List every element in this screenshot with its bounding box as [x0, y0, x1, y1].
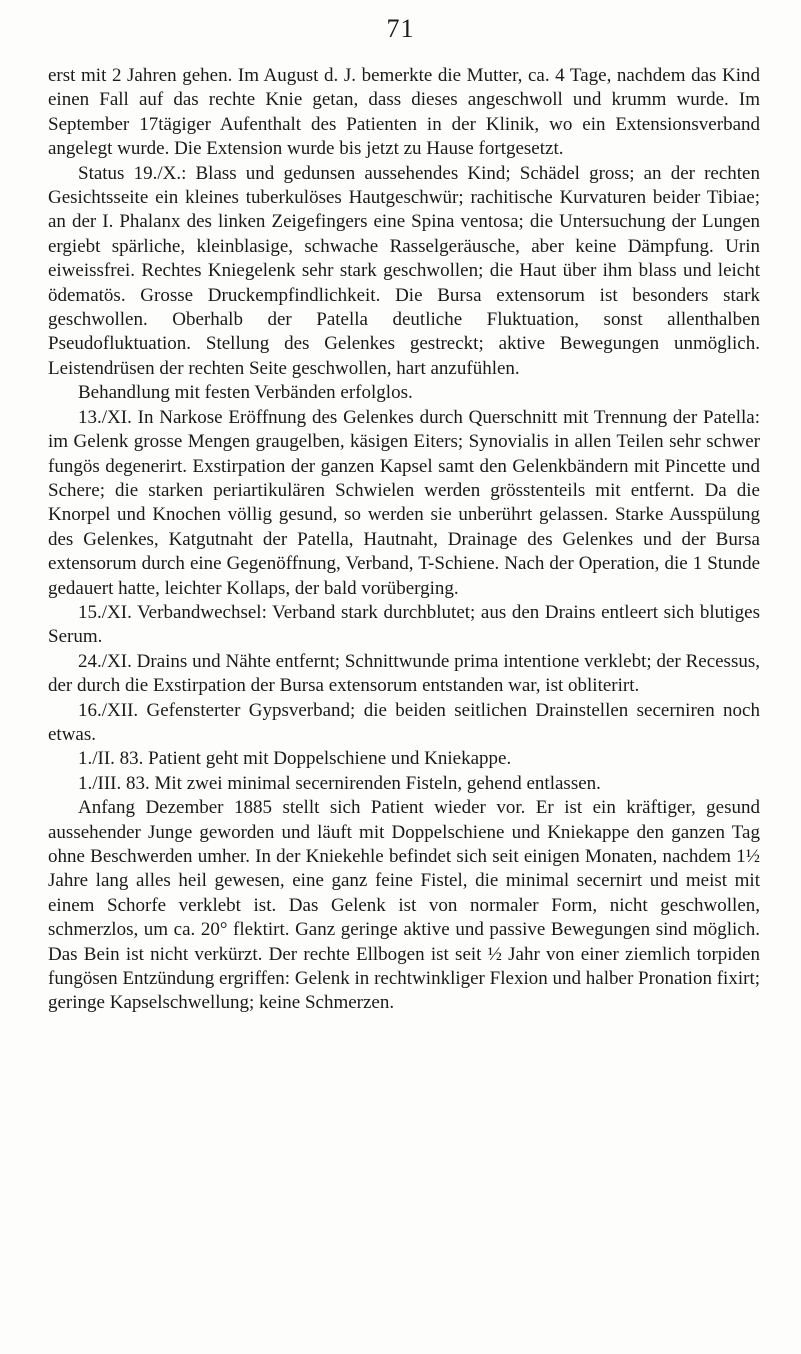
paragraph-operation: 13./XI. In Narkose Eröffnung des Gelenkes durch Querschnitt mit Trennung der Patella: im Gelenk grosse Mengen graugelben, käsigen Eiters; Synovialis in allen Teilen sehr schwer fungös degenerirt. Exstirpation der ganzen Kapsel samt den Gelenkbändern mit Pincette und Schere; die starken periartikulären Schwielen werden grösstenteils mit entfernt. Da die Knorpel und Knochen völlig gesund, so werden sie unberührt gelassen. Starke Ausspülung des Gelenkes, Katgutnaht der Patella, Hautnaht, Drainage des Gelenkes und der Bursa extensorum durch eine Gegenöffnung, Verband, T-Schiene. Nach der Operation, die 1 Stunde gedauert hatte, leichter Kollaps, der bald vorüberging.	[48, 406, 760, 599]
paragraph-plaster-cast: 16./XII. Gefensterter Gypsverband; die beiden seitlichen Drainstellen secerniren noch etwas.	[48, 699, 760, 745]
paragraph-follow-up: Anfang Dezember 1885 stellt sich Patient wieder vor. Er ist ein kräftiger, gesund aussehender Junge geworden und läuft mit Doppelschiene und Kniekappe den ganzen Tag ohne Beschwerden umher. In der Kniekehle befindet sich seit einigen Monaten, nachdem 1½ Jahre lang alles heil gewesen, eine ganz feine Fistel, die minimal secernirt und meist mit einem Schorfe verklebt ist. Das Gelenk ist von normaler Form, nicht geschwollen, schmerzlos, um ca. 20° flektirt. Ganz geringe aktive und passive Bewegungen sind möglich. Das Bein ist nicht verkürzt. Der rechte Ellbogen ist seit ½ Jahr von einer ziemlich torpiden fungösen Entzündung ergriffen: Gelenk in rechtwinkliger Flexion und halber Pronation fixirt; geringe Kapselschwellung; keine Schmerzen.	[48, 797, 760, 1014]
paragraph-dressing-change: 15./XI. Verbandwechsel: Verband stark durchblutet; aus den Drains entleert sich blutiges Serum.	[48, 601, 760, 648]
paragraph-walking: 1./II. 83. Patient geht mit Doppelschiene und Kniekappe.	[78, 748, 512, 770]
paragraph-treatment: Behandlung mit festen Verbänden erfolglos.	[78, 382, 413, 404]
body-text	[48, 64, 760, 1016]
paragraph-status: Status 19./X.: Blass und gedunsen aussehendes Kind; Schädel gross; an der rechten Gesichtsseite ein kleines tuberkulöses Hautgeschwür; rachitische Kurvaturen beider Tibiae; an der I. Phalanx des linken Zeigefingers eine Spina ventosa; die Untersuchung der Lungen ergiebt spärliche, kleinblasige, schwache Rasselgeräusche, aber keine Dämpfung. Urin eiweissfrei. Rechtes Kniegelenk sehr stark geschwollen; die Haut über ihm blass und leicht ödematös. Grosse Druckempfindlichkeit. Die Bursa extensorum ist besonders stark geschwollen. Oberhalb der Patella deutliche Fluktuation, sonst allenthalben Pseudofluktuation. Stellung des Gelenkes gestreckt; aktive Bewegungen unmöglich. Leistendrüsen der rechten Seite geschwollen, hart anzufühlen.	[48, 162, 760, 379]
page-number: 71	[386, 14, 415, 43]
paragraph-history-continuation: erst mit 2 Jahren gehen. Im August d. J. bemerkte die Mutter, ca. 4 Tage, nachdem das Kind einen Fall auf das rechte Knie getan, dass dieses angeschwoll und krumm wurde. Im September 17tägiger Aufenthalt des Patienten in der Klinik, wo ein Extensionsverband angelegt wurde. Die Extension wurde bis jetzt zu Hause fortgesetzt.	[48, 65, 760, 160]
paragraph-drains-removed: 24./XI. Drains und Nähte entfernt; Schnittwunde prima intentione verklebt; der Recessus, der durch die Exstirpation der Bursa extensorum entstanden war, ist obliterirt.	[48, 650, 760, 697]
paragraph-discharge: 1./III. 83. Mit zwei minimal secernirenden Fisteln, gehend entlassen.	[78, 772, 601, 794]
